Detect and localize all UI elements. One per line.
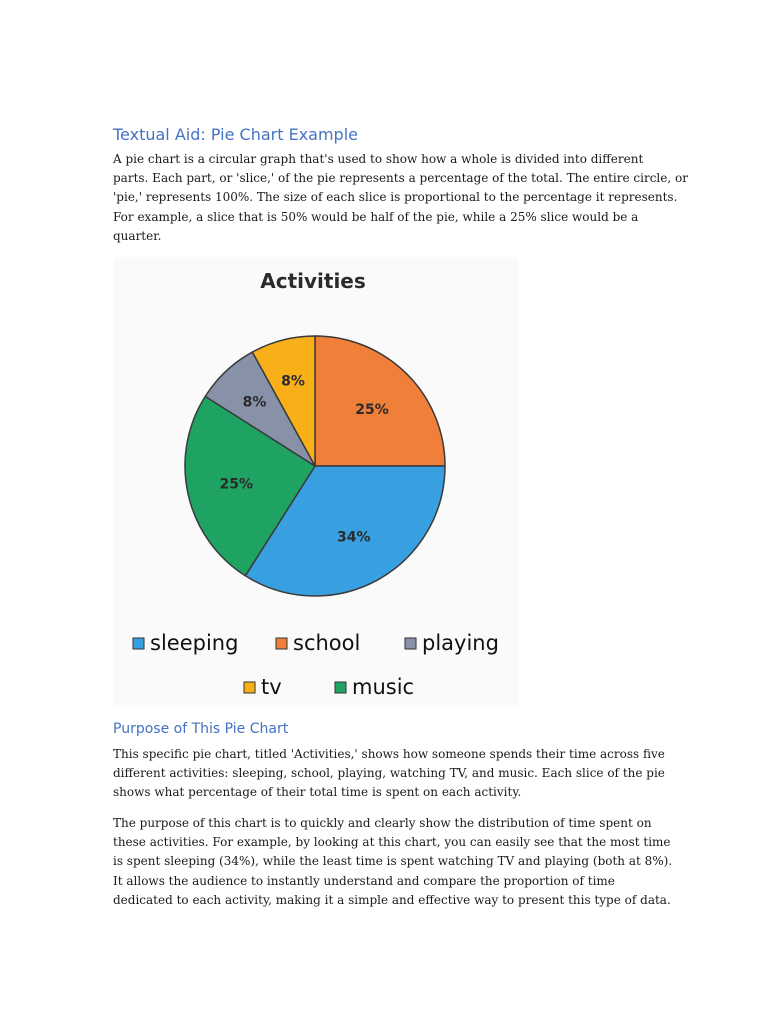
text-line: For example, a slice that is 50% would be half of the pie, while a 25% slice would be a	[113, 209, 639, 224]
section-heading-pie-chart-example: Textual Aid: Pie Chart Example	[113, 125, 358, 144]
pie-slice-school	[315, 336, 445, 466]
text-line: is spent sleeping (34%), while the least time is spent watching TV and playing (both at 8%).	[113, 854, 673, 869]
legend-label-music: music	[352, 675, 415, 699]
legend-item-music	[335, 675, 414, 699]
legend-item-playing	[405, 631, 499, 655]
text-line: It allows the audience to instantly understand and compare the proportion of time	[113, 873, 615, 888]
chart-legend	[133, 631, 499, 699]
activities-pie-chart-figure	[113, 257, 519, 707]
slice-label-music: 25%	[219, 476, 254, 493]
legend-item-sleeping	[133, 631, 238, 655]
legend-swatch-music	[335, 682, 346, 693]
slice-label-playing: 8%	[242, 394, 267, 411]
intro-paragraph	[113, 150, 688, 246]
text-line: 'pie,' represents 100%. The size of each slice is proportional to the percentage it represents.	[113, 190, 678, 205]
text-line: A pie chart is a circular graph that's used to show how a whole is divided into different	[113, 152, 644, 166]
legend-item-tv	[244, 675, 282, 699]
slice-label-school: 25%	[355, 402, 389, 418]
pie-slices	[185, 336, 445, 596]
text-line: these activities. For example, by looking at this chart, you can easily see that the most time	[113, 835, 671, 850]
section-heading-purpose: Purpose of This Pie Chart	[113, 721, 289, 737]
text-line: parts. Each part, or 'slice,' of the pie represents a percentage of the total. The entire circle, or	[113, 171, 688, 186]
legend-swatch-playing	[405, 638, 416, 649]
chart-title: Activities	[260, 269, 366, 293]
text-line: shows what percentage of their total time is spent on each activity.	[113, 785, 522, 800]
text-line: The purpose of this chart is to quickly and clearly show the distribution of time spent on	[113, 816, 652, 830]
legend-swatch-sleeping	[133, 638, 144, 649]
legend-swatch-school	[276, 638, 287, 649]
legend-label-tv: tv	[261, 675, 282, 699]
text-line: different activities: sleeping, school, playing, watching TV, and music. Each slice of the pie	[113, 766, 665, 781]
purpose-paragraph	[113, 745, 663, 803]
text-line: quarter.	[113, 228, 162, 243]
slice-label-sleeping: 34%	[337, 529, 371, 546]
legend-swatch-tv	[244, 682, 255, 693]
slice-label-tv: 8%	[281, 373, 305, 390]
legend-label-school: school	[293, 631, 361, 655]
legend-label-playing: playing	[422, 631, 499, 655]
text-line: dedicated to each activity, making it a simple and effective way to present this type of data.	[113, 892, 671, 907]
pie-chart	[113, 257, 519, 707]
legend-label-sleeping: sleeping	[150, 631, 239, 655]
detail-paragraph	[113, 814, 673, 910]
legend-item-school	[276, 631, 360, 655]
text-line: This specific pie chart, titled 'Activities,' shows how someone spends their time across five	[113, 747, 665, 761]
